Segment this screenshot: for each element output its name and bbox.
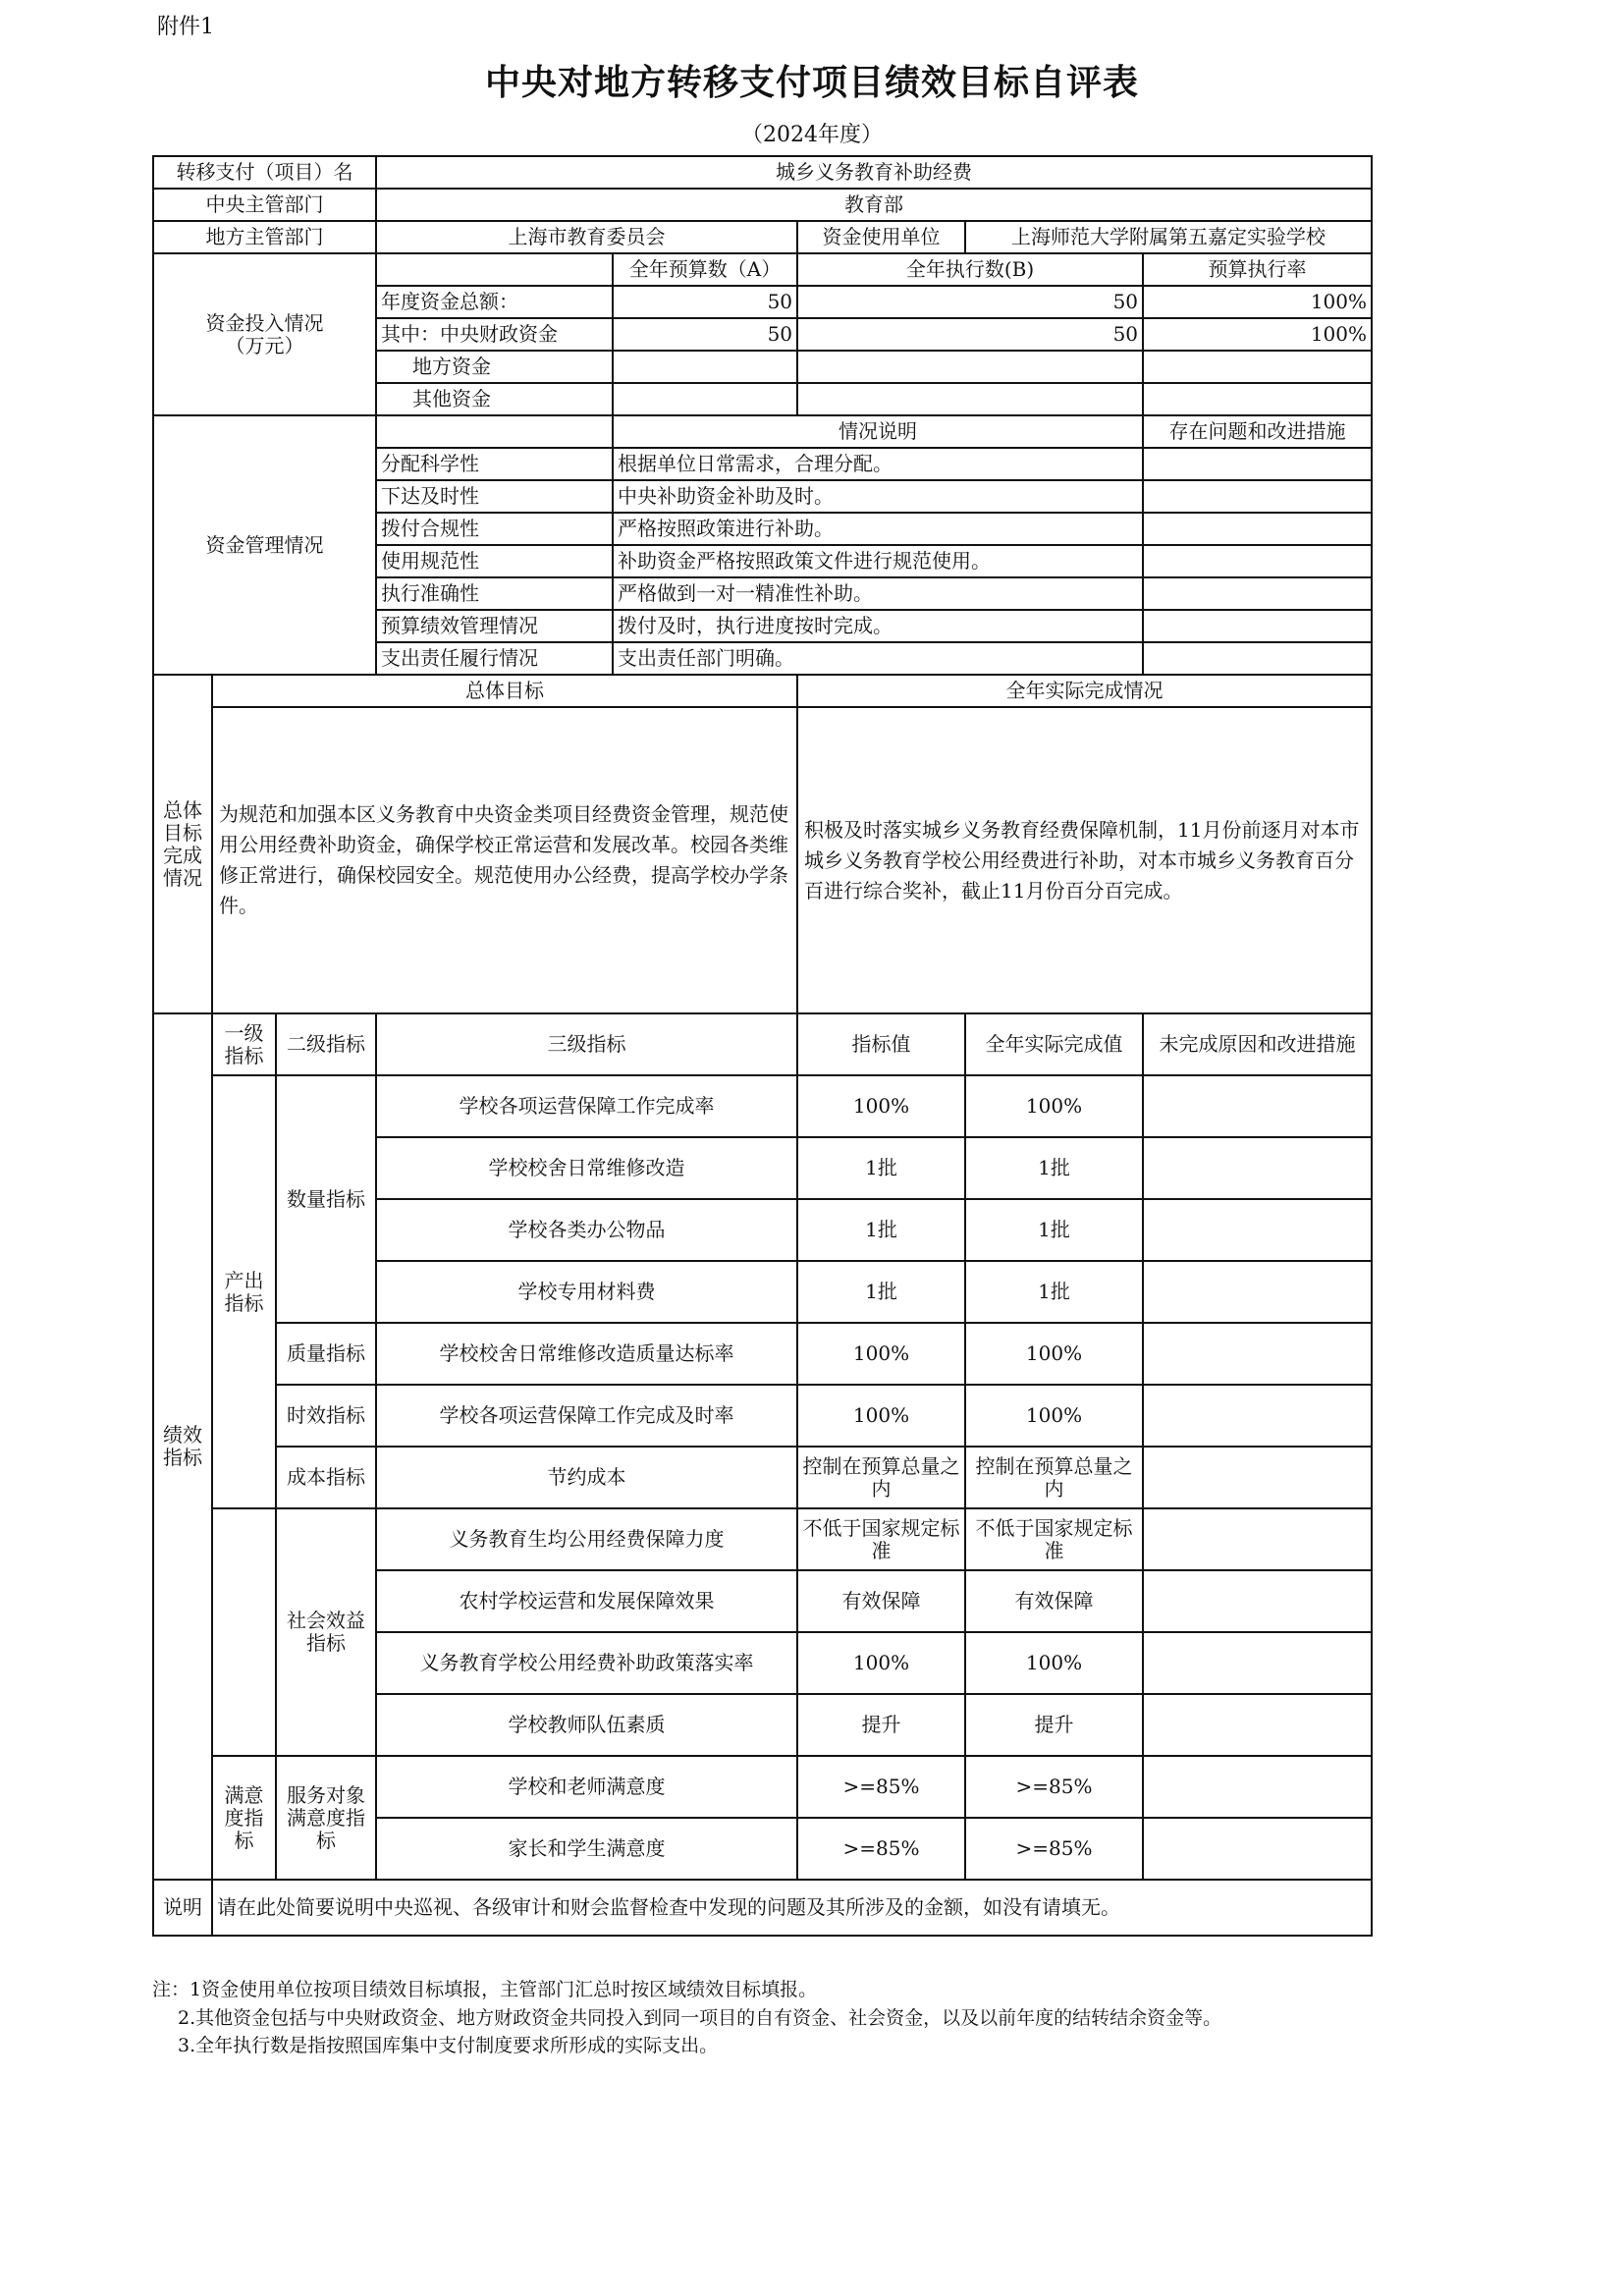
management-label: 分配科学性 — [376, 448, 613, 480]
project-name-row — [153, 156, 1372, 189]
indicator-name: 家长和学生满意度 — [376, 1818, 797, 1880]
indicator-name: 学校校舍日常维修改造质量达标率 — [376, 1323, 797, 1385]
indicator-row — [153, 1508, 1372, 1570]
col-header-level3: 三级指标 — [376, 1013, 797, 1075]
explanation-label: 说明 — [153, 1880, 212, 1936]
funds-executed: 50 — [797, 318, 1143, 351]
indicator-target: 1批 — [797, 1261, 965, 1323]
indicator-target: 100% — [797, 1385, 965, 1447]
funds-header-row — [153, 253, 1372, 286]
indicator-reason — [1143, 1447, 1372, 1508]
col-header-level1: 一级指标 — [212, 1013, 276, 1075]
funds-row-label: 地方资金 — [376, 351, 613, 383]
col-header-actual: 全年实际完成情况 — [797, 675, 1372, 707]
management-label: 拨付合规性 — [376, 513, 613, 545]
col-header-actual-value: 全年实际完成值 — [965, 1013, 1143, 1075]
indicator-reason — [1143, 1756, 1372, 1818]
indicator-target: 1批 — [797, 1137, 965, 1199]
indicator-name: 学校各类办公物品 — [376, 1199, 797, 1261]
overall-goal-text: 为规范和加强本区义务教育中央资金类项目经费资金管理，规范使用公用经费补助资金，确保学校正常运营和发展改革。校园各类维修正常进行，确保校园安全。规范使用办公经费，提高学校办学条件。 — [212, 707, 797, 1013]
indicator-name: 学校专用材料费 — [376, 1261, 797, 1323]
funds-executed — [797, 383, 1143, 415]
empty-cell — [376, 253, 613, 286]
indicator-target: 控制在预算总量之内 — [797, 1447, 965, 1508]
central-dept: 教育部 — [376, 189, 1372, 221]
management-issue — [1143, 545, 1372, 577]
local-dept-row — [153, 221, 1372, 253]
local-dept-label: 地方主管部门 — [153, 221, 376, 253]
project-name: 城乡义务教育补助经费 — [376, 156, 1372, 189]
level2-cost: 成本指标 — [276, 1447, 376, 1508]
indicator-actual: 控制在预算总量之内 — [965, 1447, 1143, 1508]
indicator-reason — [1143, 1508, 1372, 1570]
footnote: 3.全年执行数是指按照国库集中支付制度要求所形成的实际支出。 — [178, 2035, 719, 2056]
management-desc: 中央补助资金补助及时。 — [613, 480, 1143, 513]
empty-cell — [376, 415, 613, 448]
indicator-actual: 1批 — [965, 1137, 1143, 1199]
indicator-reason — [1143, 1632, 1372, 1694]
indicator-reason — [1143, 1385, 1372, 1447]
page-title: 中央对地方转移支付项目绩效目标自评表 — [484, 62, 1139, 103]
management-issue — [1143, 448, 1372, 480]
indicator-target: 100% — [797, 1323, 965, 1385]
management-desc: 补助资金严格按照政策文件进行规范使用。 — [613, 545, 1143, 577]
indicator-actual: 1批 — [965, 1261, 1143, 1323]
management-section-label: 资金管理情况 — [153, 415, 376, 675]
overall-actual-text: 积极及时落实城乡义务教育经费保障机制，11月份前逐月对本市城乡义务教育学校公用经费进行补助，对本市城乡义务教育百分百进行综合奖补，截止11月份百分百完成。 — [797, 707, 1372, 1013]
funds-executed: 50 — [797, 286, 1143, 318]
footnote: 2.其他资金包括与中央财政资金、地方财政资金共同投入到同一项目的自有资金、社会资金，以及以前年度的结转结余资金等。 — [178, 2006, 1222, 2029]
explanation-text: 请在此处简要说明中央巡视、各级审计和财会监督检查中发现的问题及其所涉及的金额，如没有请填无。 — [212, 1880, 1372, 1936]
management-label: 使用规范性 — [376, 545, 613, 577]
management-desc: 根据单位日常需求，合理分配。 — [613, 448, 1143, 480]
funds-row-label: 其中：中央财政资金 — [376, 318, 613, 351]
level2-quantity: 数量指标 — [276, 1075, 376, 1323]
funds-row-label: 年度资金总额： — [376, 286, 613, 318]
level1-output: 产出指标 — [212, 1075, 276, 1508]
indicator-actual: 100% — [965, 1323, 1143, 1385]
management-desc: 严格按照政策进行补助。 — [613, 513, 1143, 545]
indicator-name: 义务教育学校公用经费补助政策落实率 — [376, 1632, 797, 1694]
indicator-row — [153, 1385, 1372, 1447]
funds-rate — [1143, 351, 1372, 383]
indicator-target: 不低于国家规定标准 — [797, 1508, 965, 1570]
indicator-reason — [1143, 1199, 1372, 1261]
level1-benefit — [212, 1508, 276, 1756]
indicator-name: 义务教育生均公用经费保障力度 — [376, 1508, 797, 1570]
management-header-row — [153, 415, 1372, 448]
funds-row-label: 其他资金 — [376, 383, 613, 415]
indicator-name: 学校校舍日常维修改造 — [376, 1137, 797, 1199]
management-issue — [1143, 480, 1372, 513]
indicator-reason — [1143, 1694, 1372, 1756]
user-unit-label: 资金使用单位 — [797, 221, 965, 253]
indicator-row — [153, 1323, 1372, 1385]
indicator-row — [153, 1075, 1372, 1137]
indicator-row — [153, 1756, 1372, 1818]
management-issue — [1143, 610, 1372, 642]
indicator-target: >=85% — [797, 1756, 965, 1818]
user-unit: 上海师范大学附属第五嘉定实验学校 — [965, 221, 1372, 253]
management-label: 预算绩效管理情况 — [376, 610, 613, 642]
indicator-name: 学校各项运营保障工作完成率 — [376, 1075, 797, 1137]
funds-budget — [613, 351, 797, 383]
indicator-target: >=85% — [797, 1818, 965, 1880]
col-header-reason: 未完成原因和改进措施 — [1143, 1013, 1372, 1075]
indicator-target: 有效保障 — [797, 1570, 965, 1632]
management-label: 执行准确性 — [376, 577, 613, 610]
col-header-target: 指标值 — [797, 1013, 965, 1075]
col-header-rate: 预算执行率 — [1143, 253, 1372, 286]
indicator-reason — [1143, 1261, 1372, 1323]
indicator-row — [153, 1447, 1372, 1508]
indicator-name: 学校和老师满意度 — [376, 1756, 797, 1818]
central-dept-row — [153, 189, 1372, 221]
indicator-reason — [1143, 1570, 1372, 1632]
funds-rate: 100% — [1143, 286, 1372, 318]
overall-header-row — [153, 675, 1372, 707]
indicator-actual: 不低于国家规定标准 — [965, 1508, 1143, 1570]
indicator-header-row — [153, 1013, 1372, 1075]
indicator-target: 100% — [797, 1075, 965, 1137]
indicator-actual: 100% — [965, 1632, 1143, 1694]
management-issue — [1143, 513, 1372, 545]
funds-unit: （万元） — [225, 333, 304, 357]
level2-quality: 质量指标 — [276, 1323, 376, 1385]
indicator-target: 提升 — [797, 1694, 965, 1756]
indicator-target: 1批 — [797, 1199, 965, 1261]
overall-section-label: 总体目标完成情况 — [153, 675, 212, 1013]
col-header-budget: 全年预算数（A） — [613, 253, 797, 286]
self-evaluation-table — [152, 155, 1373, 1937]
indicator-reason — [1143, 1818, 1372, 1880]
indicator-actual: >=85% — [965, 1818, 1143, 1880]
funds-section-label — [153, 253, 376, 415]
indicator-name: 节约成本 — [376, 1447, 797, 1508]
footnote: 注：1资金使用单位按项目绩效目标填报，主管部门汇总时按区域绩效目标填报。 — [152, 1979, 818, 2000]
attachment-label: 附件1 — [157, 15, 214, 39]
funds-rate — [1143, 383, 1372, 415]
management-desc: 支出责任部门明确。 — [613, 642, 1143, 675]
local-dept: 上海市教育委员会 — [376, 221, 797, 253]
central-dept-label: 中央主管部门 — [153, 189, 376, 221]
management-desc: 严格做到一对一精准性补助。 — [613, 577, 1143, 610]
management-label: 支出责任履行情况 — [376, 642, 613, 675]
indicator-target: 100% — [797, 1632, 965, 1694]
level2-social-benefit: 社会效益指标 — [276, 1508, 376, 1756]
indicator-name: 学校教师队伍素质 — [376, 1694, 797, 1756]
management-label: 下达及时性 — [376, 480, 613, 513]
col-header-goal: 总体目标 — [212, 675, 797, 707]
indicator-actual: 有效保障 — [965, 1570, 1143, 1632]
indicator-actual: 提升 — [965, 1694, 1143, 1756]
indicator-actual: 100% — [965, 1385, 1143, 1447]
indicator-actual: >=85% — [965, 1756, 1143, 1818]
indicator-reason — [1143, 1137, 1372, 1199]
indicator-actual: 100% — [965, 1075, 1143, 1137]
col-header-executed: 全年执行数(B) — [797, 253, 1143, 286]
indicator-actual: 1批 — [965, 1199, 1143, 1261]
overall-content-row — [153, 707, 1372, 1013]
report-year: （2024年度） — [741, 123, 883, 147]
management-desc: 拨付及时，执行进度按时完成。 — [613, 610, 1143, 642]
indicator-reason — [1143, 1323, 1372, 1385]
project-name-label: 转移支付（项目）名 — [153, 156, 376, 189]
funds-rate: 100% — [1143, 318, 1372, 351]
explanation-row — [153, 1880, 1372, 1936]
level1-satisfaction: 满意度指标 — [212, 1756, 276, 1880]
indicator-reason — [1143, 1075, 1372, 1137]
funds-executed — [797, 351, 1143, 383]
level2-service-satisfaction: 服务对象满意度指标 — [276, 1756, 376, 1880]
indicator-name: 农村学校运营和发展保障效果 — [376, 1570, 797, 1632]
funds-budget — [613, 383, 797, 415]
col-header-description: 情况说明 — [613, 415, 1143, 448]
col-header-issues: 存在问题和改进措施 — [1143, 415, 1372, 448]
footnotes — [152, 1976, 1380, 2060]
indicator-name: 学校各项运营保障工作完成及时率 — [376, 1385, 797, 1447]
management-issue — [1143, 577, 1372, 610]
col-header-level2: 二级指标 — [276, 1013, 376, 1075]
level2-timeliness: 时效指标 — [276, 1385, 376, 1447]
indicators-section-label: 绩效指标 — [153, 1013, 212, 1880]
management-issue — [1143, 642, 1372, 675]
funds-budget: 50 — [613, 286, 797, 318]
funds-budget: 50 — [613, 318, 797, 351]
funds-label: 资金投入情况 — [205, 310, 324, 335]
